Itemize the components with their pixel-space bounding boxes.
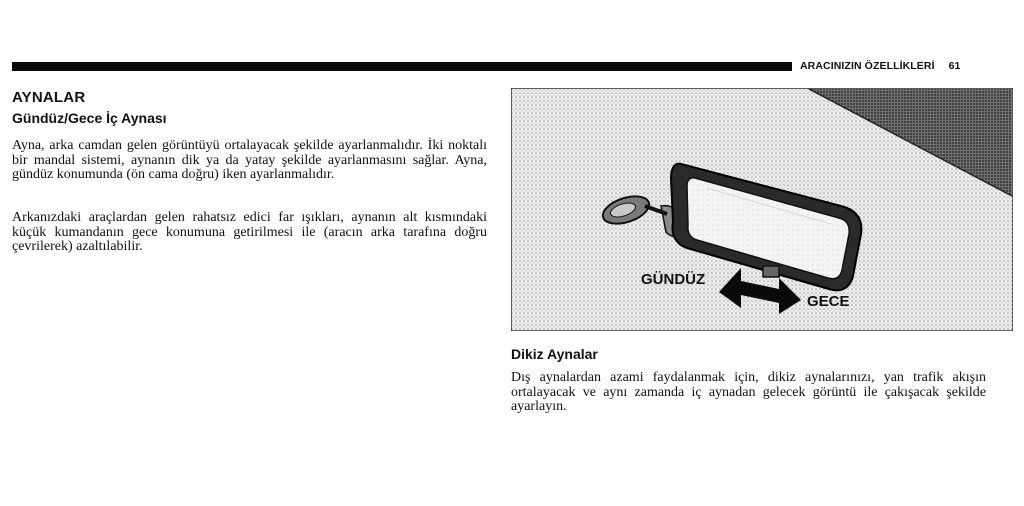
- paragraph-side-mirrors: Dış aynalardan azami faydalanmak için, dikiz aynalarınızı, yan trafik akışın ortalayacak ve aynı zamanda iç aynadan gelecek görüntü ile çakışacak şekilde ayarlayın.: [511, 370, 986, 415]
- page-number: 61: [948, 60, 961, 72]
- paragraph-mirror-adjustment: Ayna, arka camdan gelen görüntüyü ortalayacak şekilde ayarlanmalıdır. İki noktalı bir mandal sistemi, aynanın dik ya da yatay şekilde ayarlanmasını sağlar. Ayna, gündüz konumunda (ön cama doğru) iken ayarlanmalıdır.: [12, 138, 487, 183]
- label-night: GECE: [807, 293, 850, 310]
- rearview-mirror-figure: [511, 88, 1013, 331]
- subsection-title-day-night-mirror: Gündüz/Gece İç Aynası: [12, 110, 167, 126]
- header-rule: [12, 62, 792, 71]
- day-night-tab: [763, 266, 779, 277]
- label-day: GÜNDÜZ: [641, 271, 706, 288]
- header-section-title: ARACINIZIN ÖZELLİKLERİ: [800, 60, 935, 72]
- paragraph-headlight-glare: Arkanızdaki araçlardan gelen rahatsız edici far ışıkları, aynanın alt kısmındaki küçük kumandanın gece konumuna getirilmesi ile (aracın arka tarafına doğru çevrilerek) azaltılabilir.: [12, 210, 487, 255]
- running-header: [800, 60, 961, 72]
- section-title-mirrors: AYNALAR: [12, 89, 86, 106]
- section-title-side-mirrors: Dikiz Aynalar: [511, 346, 598, 362]
